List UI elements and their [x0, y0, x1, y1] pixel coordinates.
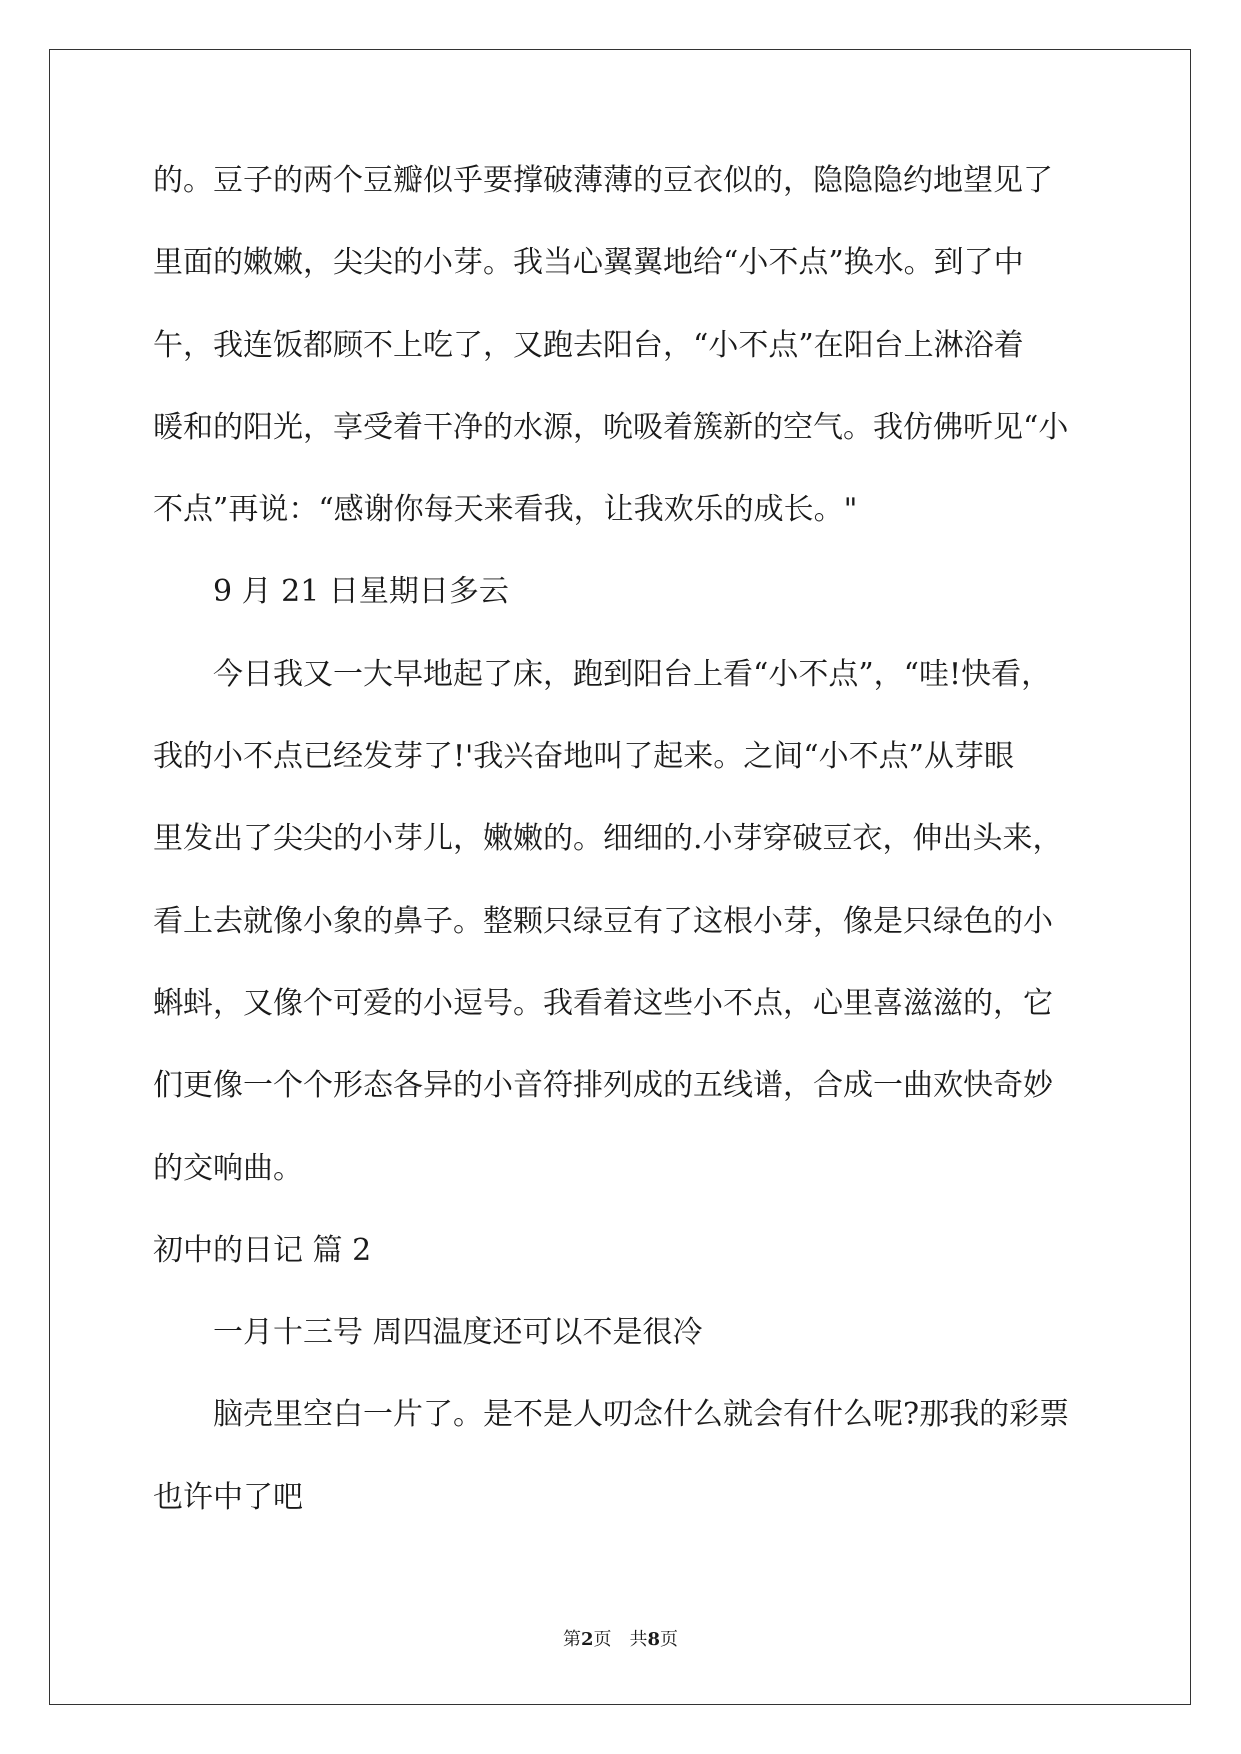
- text-line-1: 的。豆子的两个豆瓣似乎要撑破薄薄的豆衣似的，隐隐隐约地望见了: [153, 163, 1053, 198]
- document-body: [153, 140, 1093, 1539]
- text-line-11: 蝌蚪，又像个可爱的小逗号。我看着这些小不点，心里喜滋滋的，它: [153, 985, 1053, 1021]
- text-line-7: 今日我又一大早地起了床，跑到阳台上看“小不点”，“哇!快看，: [213, 656, 1052, 692]
- section-heading: 初中的日记 篇 2: [153, 1232, 372, 1268]
- footer-middle: 页 共: [593, 1629, 648, 1650]
- text-line-13: 的交响曲。: [153, 1150, 303, 1186]
- text-line-8: 我的小不点已经发芽了!'我兴奋地叫了起来。之间“小不点”从芽眼: [153, 739, 1014, 775]
- text-line-12: 们更像一个个形态各异的小音符排列成的五线谱，合成一曲欢快奇妙: [153, 1068, 1053, 1104]
- page-footer: [0, 1628, 1241, 1652]
- text-line-2: 里面的嫩嫩，尖尖的小芽。我当心翼翼地给“小不点”换水。到了中: [153, 245, 1024, 281]
- text-line-16: 脑壳里空白一片了。是不是人叨念什么就会有什么呢?那我的彩票: [213, 1397, 1070, 1433]
- text-line-3: 午，我连饭都顾不上吃了，又跑去阳台，“小不点”在阳台上淋浴着: [153, 327, 1024, 363]
- date-heading-2: 一月十三号 周四温度还可以不是很冷: [213, 1315, 703, 1351]
- text-line-10: 看上去就像小象的鼻子。整颗只绿豆有了这根小芽，像是只绿色的小: [153, 903, 1053, 939]
- date-heading: 9 月 21 日星期日多云: [213, 574, 509, 610]
- text-line-9: 里发出了尖尖的小芽儿，嫩嫩的。细细的.小芽穿破豆衣，伸出头来，: [153, 821, 1063, 857]
- current-page-number: 2: [580, 1629, 594, 1650]
- total-page-number: 8: [647, 1629, 661, 1650]
- text-line-4: 暖和的阳光，享受着干净的水源，吮吸着簇新的空气。我仿佛听见“小: [153, 409, 1069, 445]
- text-line-17: 也许中了吧: [153, 1479, 303, 1515]
- footer-prefix: 第: [562, 1629, 581, 1650]
- text-line-5: 不点”再说：“感谢你每天来看我，让我欢乐的成长。": [153, 492, 858, 528]
- footer-suffix: 页: [660, 1629, 679, 1650]
